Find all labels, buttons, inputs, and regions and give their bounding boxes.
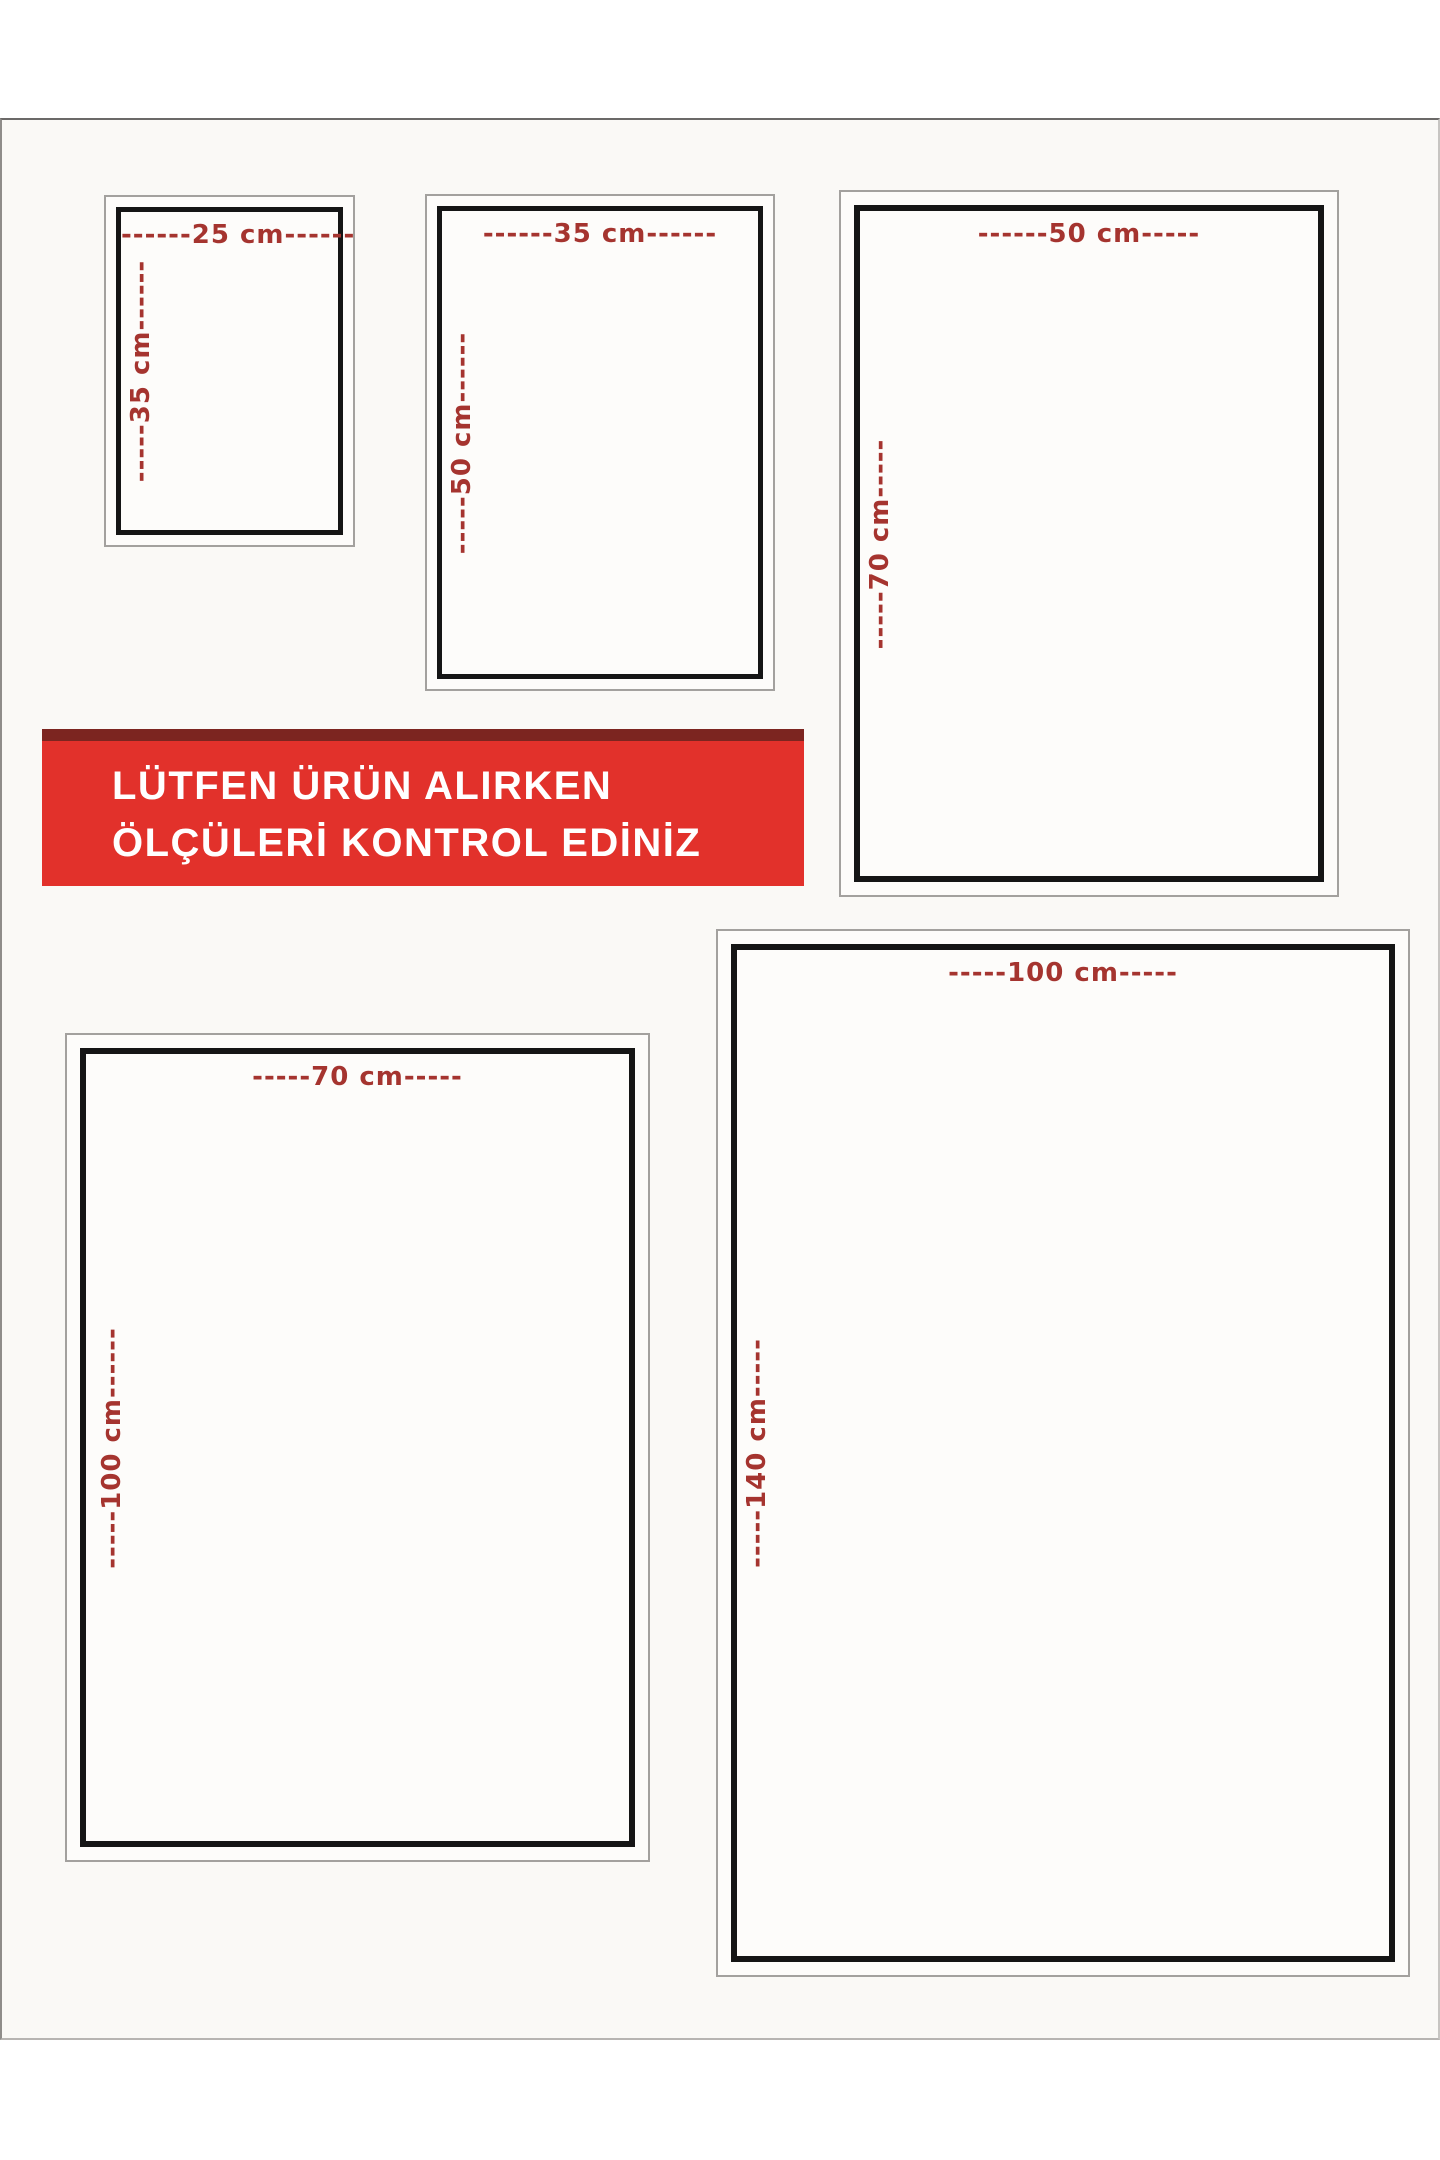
size-box-35x50 (425, 194, 775, 691)
warning-banner-line-1: LÜTFEN ÜRÜN ALIRKEN (112, 764, 613, 808)
warning-banner-line-2: ÖLÇÜLERİ KONTROL EDİNİZ (112, 821, 702, 865)
size-box-70x100-frame (80, 1048, 635, 1847)
width-dimension-label-70cm: -----70 cm----- (252, 1062, 463, 1092)
width-dimension-label-50cm: ------50 cm----- (977, 219, 1201, 249)
height-dimension-label-35cm: -----35 cm------ (126, 259, 156, 483)
width-dimension-label-25cm: ------25 cm------ (121, 220, 356, 250)
size-box-100x140 (716, 929, 1410, 1977)
warning-banner (42, 729, 804, 886)
size-box-70x100 (65, 1033, 650, 1862)
height-dimension-label-140cm: -----140 cm----- (742, 1338, 772, 1568)
size-chart-sheet (0, 118, 1440, 2040)
size-box-50x70-frame (854, 205, 1324, 882)
height-dimension-label-70cm: -----70 cm----- (865, 438, 895, 649)
size-box-25x35-frame (116, 207, 356, 535)
height-dimension-label-50cm: -----50 cm------ (447, 331, 477, 554)
size-box-25x35 (104, 195, 355, 547)
height-dimension-label-100cm: -----100 cm------ (97, 1326, 127, 1569)
size-box-100x140-frame (731, 944, 1395, 1962)
width-dimension-label-100cm: -----100 cm----- (948, 958, 1178, 988)
width-dimension-label-35cm: ------35 cm------ (482, 219, 718, 249)
size-box-50x70 (839, 190, 1339, 897)
size-box-35x50-frame (437, 206, 763, 679)
